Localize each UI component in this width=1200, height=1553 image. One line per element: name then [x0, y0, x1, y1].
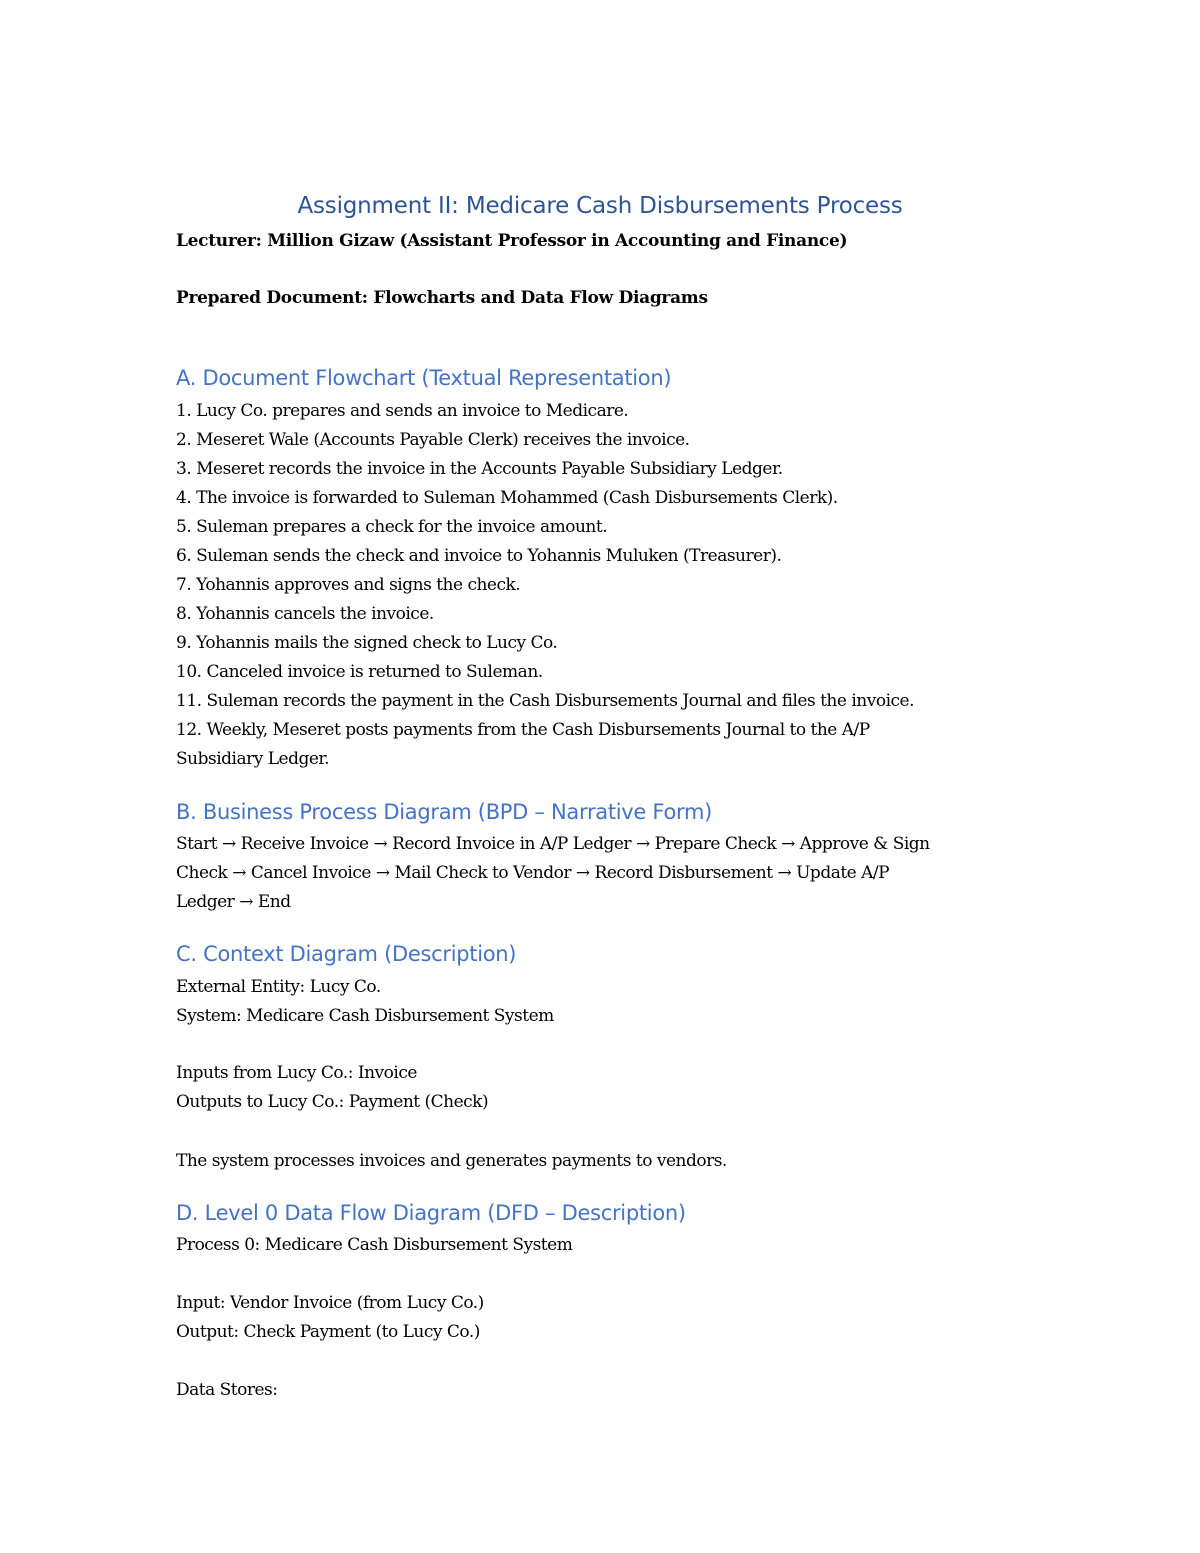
outputs-line: Outputs to Lucy Co.: Payment (Check) — [176, 1092, 489, 1112]
system-line: System: Medicare Cash Disbursement System — [176, 1006, 554, 1026]
data-stores-line: Data Stores: — [176, 1380, 278, 1400]
dfd-input-line: Input: Vendor Invoice (from Lucy Co.) — [176, 1293, 484, 1313]
flowchart-step-continuation: Subsidiary Ledger. — [176, 749, 330, 769]
flowchart-step: 1. Lucy Co. prepares and sends an invoice to Medicare. — [176, 401, 629, 421]
inputs-line: Inputs from Lucy Co.: Invoice — [176, 1063, 417, 1083]
flowchart-step: 4. The invoice is forwarded to Suleman Mohammed (Cash Disbursements Clerk). — [176, 488, 838, 508]
flowchart-step: 12. Weekly, Meseret posts payments from the Cash Disbursements Journal to the A/P — [176, 720, 870, 740]
external-entity-line: External Entity: Lucy Co. — [176, 977, 381, 997]
document-title: Assignment II: Medicare Cash Disbursements Process — [297, 193, 903, 219]
prepared-document-line: Prepared Document: Flowcharts and Data Flow Diagrams — [176, 288, 708, 308]
flowchart-step: 7. Yohannis approves and signs the check. — [176, 575, 521, 595]
section-a-heading: A. Document Flowchart (Textual Representation) — [176, 366, 672, 390]
flowchart-step: 8. Yohannis cancels the invoice. — [176, 604, 434, 624]
lecturer-line: Lecturer: Million Gizaw (Assistant Professor in Accounting and Finance) — [176, 231, 848, 251]
bpd-line: Start → Receive Invoice → Record Invoice in A/P Ledger → Prepare Check → Approve & Sign — [176, 834, 930, 854]
process-line: Process 0: Medicare Cash Disbursement System — [176, 1235, 573, 1255]
context-summary-line: The system processes invoices and generates payments to vendors. — [176, 1151, 727, 1171]
flowchart-step: 10. Canceled invoice is returned to Suleman. — [176, 662, 543, 682]
flowchart-step: 6. Suleman sends the check and invoice to Yohannis Muluken (Treasurer). — [176, 546, 782, 566]
bpd-line: Ledger → End — [176, 892, 291, 912]
section-c-heading: C. Context Diagram (Description) — [176, 942, 517, 966]
section-b-heading: B. Business Process Diagram (BPD – Narrative Form) — [176, 800, 713, 824]
flowchart-step: 3. Meseret records the invoice in the Accounts Payable Subsidiary Ledger. — [176, 459, 783, 479]
dfd-output-line: Output: Check Payment (to Lucy Co.) — [176, 1322, 480, 1342]
flowchart-step: 11. Suleman records the payment in the Cash Disbursements Journal and files the invoice. — [176, 691, 914, 711]
flowchart-step: 5. Suleman prepares a check for the invoice amount. — [176, 517, 608, 537]
flowchart-step: 2. Meseret Wale (Accounts Payable Clerk) receives the invoice. — [176, 430, 690, 450]
section-d-heading: D. Level 0 Data Flow Diagram (DFD – Description) — [176, 1201, 686, 1225]
flowchart-step: 9. Yohannis mails the signed check to Lucy Co. — [176, 633, 558, 653]
bpd-line: Check → Cancel Invoice → Mail Check to Vendor → Record Disbursement → Update A/P — [176, 863, 890, 883]
